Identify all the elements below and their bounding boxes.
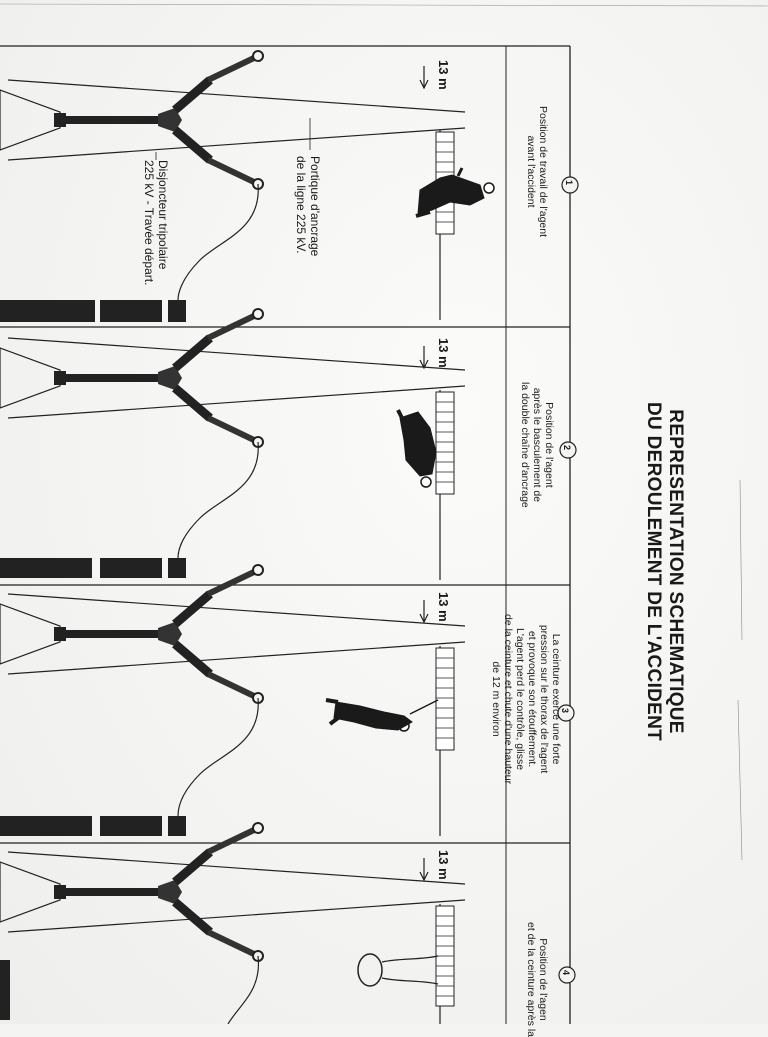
label-portique [294,156,322,256]
label-line: Disjoncteur tripolaire [156,160,170,270]
caption-line: de 12 m environ [490,661,502,737]
label-line: de la ligne 225 kV. [294,156,308,254]
panel-number-3: 3 [560,708,570,714]
page-title [642,402,686,741]
caption-line: et de la ceinture après la [525,922,537,1037]
caption-line: Position de travail de l'agent [537,106,549,238]
caption-line: Position de l'agent [543,402,555,488]
title-line-2: DU DEROULEMENT DE L'ACCIDENT [643,402,664,742]
panel-number-4: 4 [561,970,571,976]
measurement-label-1: 13 m [436,60,451,90]
title-line-1: REPRESENTATION SCHEMATIQUE [665,409,686,734]
measurement-label-3: 13 m [436,592,451,622]
caption-panel-4 [525,922,549,1037]
caption-line: de la ceinture et chute d'une hauteur [502,614,514,785]
caption-line: L'agent perd le contrôle, glisse [514,628,526,771]
label-line: Portique d'ancrage [308,156,322,257]
caption-line: avant l'accident [525,135,537,208]
measurement-label-4: 13 m [436,850,451,880]
panel-number-2: 2 [562,445,572,451]
caption-panel-3 [490,614,562,784]
caption-line: après le basculement de [531,387,543,503]
caption-panel-1 [525,106,549,237]
caption-line: pression sur le thorax de l'agent [538,624,550,774]
caption-line: la double chaîne d'ancrage [519,382,531,508]
caption-line: La ceinture exerce une forte [550,633,562,765]
measurement-label-2: 13 m [436,338,451,368]
panel-number-1: 1 [564,180,574,186]
caption-line: Position de l'agen [537,938,549,1021]
caption-panel-2 [519,382,555,508]
caption-line: et provoque son étouffement. [526,630,538,768]
label-line: 225 kV - Travée départ. [142,160,156,286]
label-disjoncteur [142,160,170,285]
